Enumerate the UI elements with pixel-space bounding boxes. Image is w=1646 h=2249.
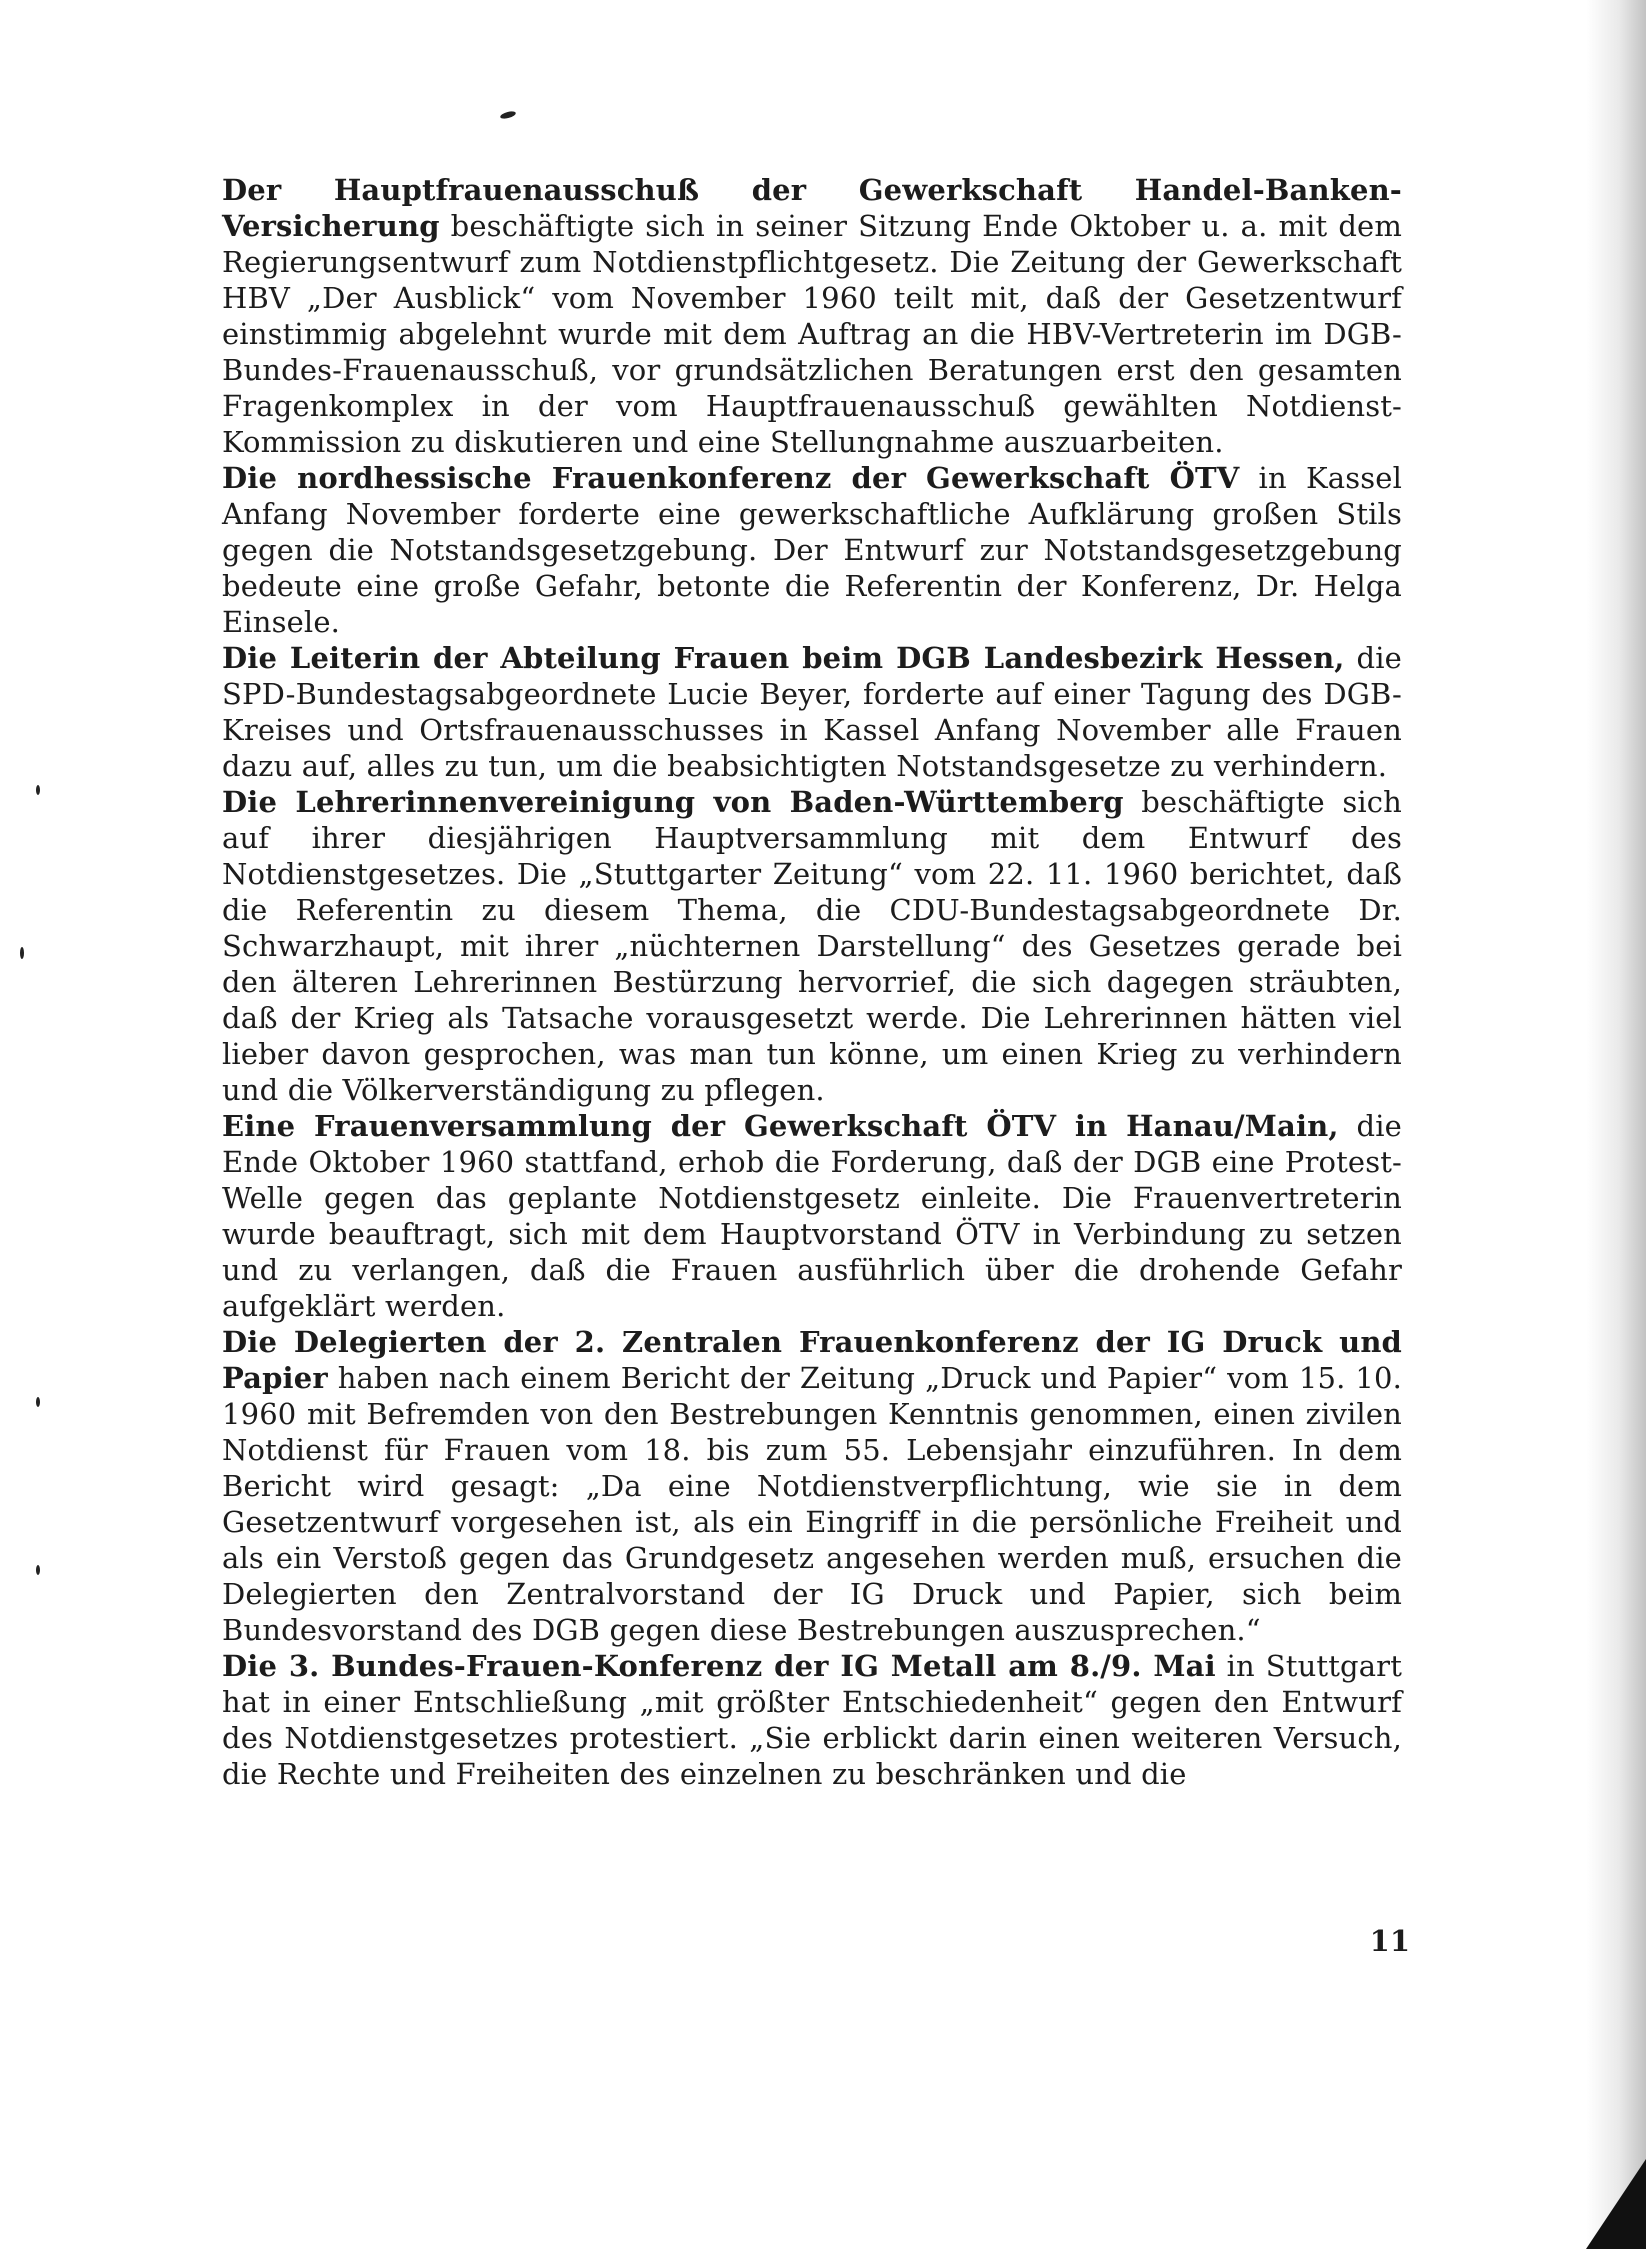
paragraph [222,1648,1402,1792]
paragraph-lead: Der Hauptfrauenausschuß der Gewerkschaft Handel-Banken-Versicherung [222,173,1402,243]
scan-edge-shadow [1586,0,1646,2249]
paragraph [222,460,1402,640]
paragraph [222,1324,1402,1648]
paragraph-text: in Kassel Anfang November forderte eine gewerkschaftliche Aufklärung großen Stils gegen die Notstandsgesetzgebung. Der Entwurf zur Notstandsgesetzgebung bedeute eine große Gefahr, betonte die Referentin der Konferenz, Dr. Helga Einsele. [222,461,1402,639]
paragraph-text: beschäftigte sich in seiner Sitzung Ende Oktober u. a. mit dem Regierungsentwurf zum Notdienstpflichtgesetz. Die Zeitung der Gewerkschaft HBV „Der Ausblick“ vom November 1960 teilt mit, daß der Gesetzentwurf einstimmig abgelehnt wurde mit dem Auftrag an die HBV-Vertreterin im DGB-Bundes-Frauenausschuß, vor grundsätzlichen Beratungen erst den gesamten Fragenkomplex in der vom Hauptfrauenausschuß gewählten Notdienst-Kommission zu diskutieren und eine Stellungnahme auszuarbeiten. [222,209,1402,459]
document-page [222,172,1402,1792]
paragraph-text: beschäftigte sich auf ihrer diesjährigen Hauptversammlung mit dem Entwurf des Notdienstgesetzes. Die „Stuttgarter Zeitung“ vom 22. 11. 1960 berichtet, daß die Referentin zu diesem Thema, die CDU-Bundestagsabgeordnete Dr. Schwarzhaupt, mit ihrer „nüchternen Darstellung“ des Gesetzes gerade bei den älteren Lehrerinnen Bestürzung hervorrief, die sich dagegen sträubten, daß der Krieg als Tatsache vorausgesetzt werde. Die Lehrerinnen hätten viel lieber davon gesprochen, was man tun könne, um einen Krieg zu verhindern und die Völkerverständigung zu pflegen. [222,785,1402,1107]
scan-speck [36,785,40,795]
paragraph-lead: Die 3. Bundes-Frauen-Konferenz der IG Metall am 8./9. Mai [222,1649,1216,1683]
paragraph [222,640,1402,784]
page-number: 11 [1369,1924,1410,1958]
scan-speck [499,110,516,120]
scan-speck [20,947,24,959]
paragraph-lead: Die Lehrerinnenvereinigung von Baden-Württemberg [222,785,1124,819]
scan-speck [36,1565,40,1575]
paragraph-lead: Eine Frauenversammlung der Gewerkschaft ÖTV in Hanau/Main, [222,1109,1339,1143]
paragraph [222,1108,1402,1324]
paragraph-text: in Stuttgart hat in einer Entschließung „mit größter Entschiedenheit“ gegen den Entwurf des Notdienstgesetzes protestiert. „Sie erblickt darin einen weiteren Versuch, die Rechte und Freiheiten des einzelnen zu beschränken und die [222,1649,1402,1791]
paragraph [222,784,1402,1108]
paragraph-lead: Die Leiterin der Abteilung Frauen beim DGB Landesbezirk Hessen, [222,641,1345,675]
paragraph-lead: Die nordhessische Frauenkonferenz der Gewerkschaft ÖTV [222,461,1240,495]
paragraph-text: die SPD-Bundestagsabgeordnete Lucie Beyer, forderte auf einer Tagung des DGB-Kreises und Ortsfrauenausschusses in Kassel Anfang November alle Frauen dazu auf, alles zu tun, um die beabsichtigten Notstandsgesetze zu verhindern. [222,641,1402,783]
paragraph-text: die Ende Oktober 1960 stattfand, erhob die Forderung, daß der DGB eine Protest-Welle gegen das geplante Notdienstgesetz einleite. Die Frauenvertreterin wurde beauftragt, sich mit dem Hauptvorstand ÖTV in Verbindung zu setzen und zu verlangen, daß die Frauen ausführlich über die drohende Gefahr aufgeklärt werden. [222,1109,1402,1323]
paragraph-lead: Die Delegierten der 2. Zentralen Frauenkonferenz der IG Druck und Papier [222,1325,1402,1395]
scan-speck [36,1397,40,1407]
paragraph [222,172,1402,460]
corner-mark [1586,2159,1646,2249]
paragraph-text: haben nach einem Bericht der Zeitung „Druck und Papier“ vom 15. 10. 1960 mit Befremden von den Bestrebungen Kenntnis genommen, einen zivilen Notdienst für Frauen vom 18. bis zum 55. Lebensjahr einzuführen. In dem Bericht wird gesagt: „Da eine Notdienstverpflichtung, wie sie in dem Gesetzentwurf vorgesehen ist, als ein Eingriff in die persönliche Freiheit und als ein Verstoß gegen das Grundgesetz angesehen werden muß, ersuchen die Delegierten den Zentralvorstand der IG Druck und Papier, sich beim Bundesvorstand des DGB gegen diese Bestrebungen auszusprechen.“ [222,1361,1402,1647]
